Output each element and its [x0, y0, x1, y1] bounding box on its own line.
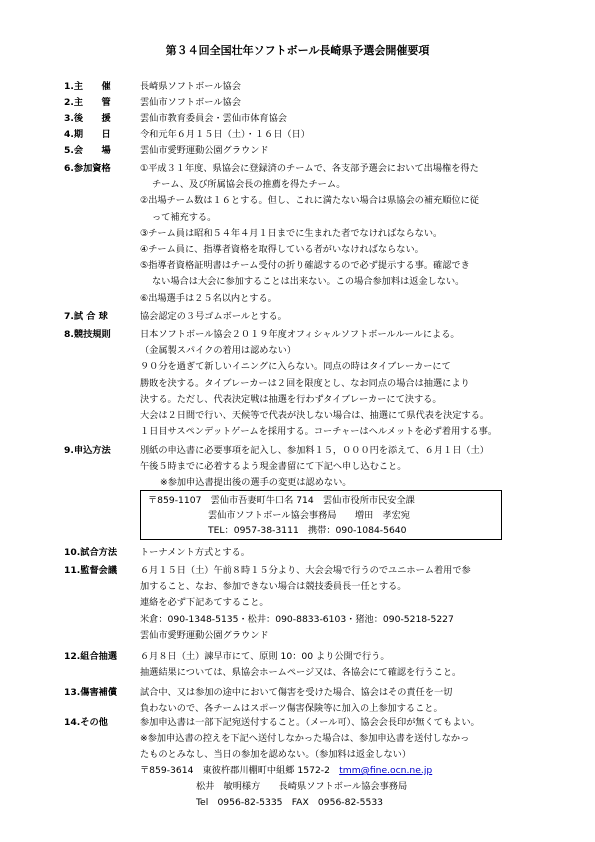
section-text-line: たものとみなし、当日の参加を認めない。（参加料は返金しない）: [140, 749, 412, 761]
section-text-line: ※参加申込書提出後の選手の変更は認めない。: [160, 477, 352, 489]
section-label: 14.その他: [64, 717, 108, 728]
section-text-line: 日本ソフトボール協会２０１９年度オフィシャルソフトボールルールによる。: [140, 329, 460, 340]
section-label: 10.試合方法: [64, 547, 118, 558]
contact-email-link[interactable]: tmm@fine.ocn.ne.jp: [339, 765, 433, 776]
section-text-line: 抽選結果については、県協会ホームページ又は、各協会にて確認を行うこと。: [140, 667, 462, 679]
contact-postal: 〒859-3614 東彼杵郡川棚町中組郷 1572-2: [140, 765, 330, 776]
section-text-line: ⑥出場選手は２５名以内とする。: [140, 292, 277, 304]
section-label: 13.傷害補償: [64, 687, 118, 698]
section-text-line: 加すること、なお、参加できない場合は競技委員長一任とする。: [140, 581, 407, 593]
section-text-line: 長崎県ソフトボール協会: [140, 81, 241, 92]
section-text-line: 令和元年６月１５日（土）・１６日（日）: [140, 129, 310, 140]
section-text-line: ③チーム員は昭和５４年４月１日までに生まれた者でなければならない。: [140, 227, 443, 239]
section-text-line: 連絡を必ず下記あてすること。: [140, 597, 269, 609]
section-text-line: ない場合は大会に参加することは出来ない。この場合参加料は返金しない。: [152, 276, 465, 288]
contact-name: 松井 敏明様方 長崎県ソフトボール協会事務局: [196, 781, 408, 792]
section-label: 9.申込方法: [64, 445, 111, 456]
address-line: 雲仙市ソフトボール協会事務局 増田 孝宏宛: [208, 510, 410, 521]
section-label: 12.組合抽選: [64, 651, 118, 662]
section-text-line: （金属製スパイクの着用は認めない）: [140, 345, 297, 357]
section-text-line: １日目サスペンデットゲームを採用する。コーチャーはヘルメットを必ず着用する事。: [140, 426, 498, 438]
section-text-line: 試合中、又は参加の途中において傷害を受けた場合、協会はその責任を一切: [140, 687, 453, 698]
section-text-line: ※参加申込書の控えを下記へ送付しなかった場合は、参加申込書を送付しなかっ: [140, 733, 470, 745]
section-text-line: 別紙の申込書に必要事項を記入し、参加料１５，０００円を添えて、６月１日（土）: [140, 445, 489, 456]
section-label: 7.試 合 球: [64, 311, 108, 322]
section-label: 8.競技規則: [64, 329, 111, 340]
section-label: 4.期 日: [64, 129, 111, 140]
section-text-line: 米倉：090-1348-5135・松井：090-8833-6103・猪池：090-5218-5227: [140, 613, 454, 625]
section-text-line: ９０分を過ぎて新しいイニングに入らない。同点の時はタイブレーカーにて: [140, 361, 451, 373]
section-text-line: 午後５時までに必着するよう現金書留にて下記へ申し込むこと。: [140, 461, 407, 473]
section-label: 11.監督会議: [64, 565, 118, 576]
section-text-line: 大会は２日間で行い、天候等で代表が決しない場合は、抽選にて県代表を決定する。: [140, 410, 490, 421]
document-title: 第３４回全国壮年ソフトボール長崎県予選会開催要項: [165, 44, 430, 57]
section-text-line: 雲仙市ソフトボール協会: [140, 97, 241, 108]
section-text-line: 参加申込書は一部下記宛送付すること。（メール可）、協会会長印が無くてもよい。: [140, 717, 480, 728]
section-text-line: 負わないので、各チームはスポーツ傷害保険等に加入の上参加すること。: [140, 703, 443, 715]
section-label: 6.参加資格: [64, 163, 111, 174]
section-text-line: ②出場チーム数は１６とする。但し、これに満たない場合は県協会の補充順位に従: [140, 195, 479, 207]
address-line: 〒859-1107 雲仙市吾妻町牛口名 714 雲仙市役所市民安全課: [148, 495, 415, 506]
section-text-line: ①平成３１年度、県協会に登録済のチームで、各支部予選会において出場権を得た: [140, 163, 479, 174]
section-text-line: ６月１５日（土）午前８時１５分より、大会会場で行うのでユニホーム着用で参: [140, 565, 471, 576]
section-text-line: 雲仙市教育委員会・雲仙市体育協会: [140, 113, 287, 124]
section-text-line: って補充する。: [152, 211, 217, 223]
contact-tel: Tel 0956-82-5335 FAX 0956-82-5533: [196, 797, 384, 808]
contact-postal-line: [140, 764, 432, 778]
section-label: 3.後 援: [64, 113, 111, 124]
section-text-line: 協会認定の３号ゴムボールとする。: [140, 311, 287, 322]
section-label: 2.主 管: [64, 97, 111, 108]
section-text-line: ④チーム員に、指導者資格を取得している者がいなければならない。: [140, 244, 424, 255]
section-text-line: ６月８日（土）諫早市にて、原則 10：00 より公開で行う。: [140, 651, 390, 662]
section-text-line: チーム、及び所属協会長の推薦を得たチーム。: [152, 179, 346, 191]
address-line: TEL：0957-38-3111 携帯：090-1084-5640: [208, 525, 407, 536]
section-text-line: ⑤指導者資格証明書はチーム受付の折り確認するので必ず提示する事。確認でき: [140, 260, 470, 272]
section-label: 5.会 場: [64, 145, 111, 156]
section-text-line: 決する。ただし、代表決定戦は抽選を行わずタイブレーカーにて決する。: [140, 393, 442, 405]
section-label: 1.主 催: [64, 81, 111, 92]
section-text-line: トーナメント方式とする。: [140, 547, 250, 558]
section-text-line: 雲仙市愛野運動公園グラウンド: [140, 629, 269, 641]
section-text-line: 勝敗を決する。タイブレーカーは２回を限度とし、なお同点の場合は抽選により: [140, 377, 470, 389]
section-text-line: 雲仙市愛野運動公園グラウンド: [140, 145, 269, 156]
